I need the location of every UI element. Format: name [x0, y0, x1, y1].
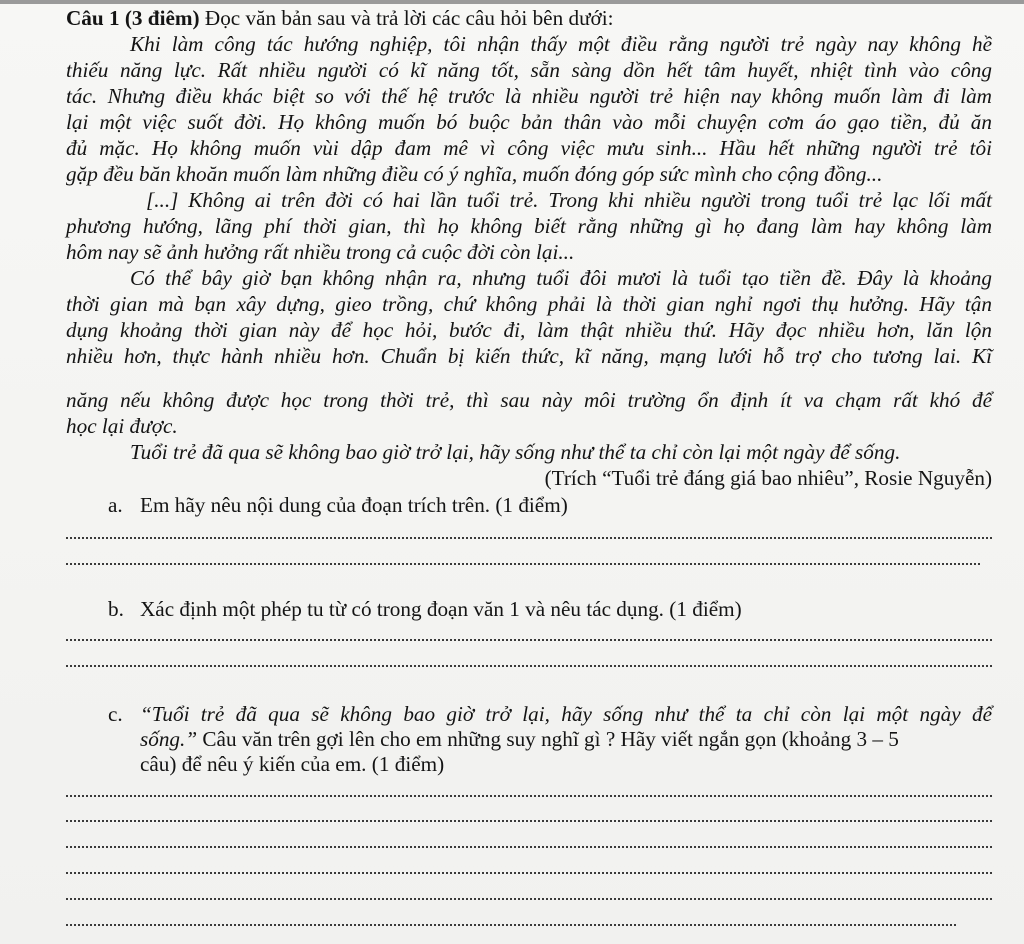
- passage-line: gặp đều băn khoăn muốn làm những điều có ý nghĩa, muốn đóng góp sức mình cho cộng đồng...: [66, 162, 883, 186]
- answer-line[interactable]: [66, 665, 992, 667]
- answer-line[interactable]: [66, 820, 992, 822]
- part-c-quote: “Tuổi trẻ đã qua sẽ không bao giờ trở lại, hãy sống như thể ta chỉ còn lại một ngày để: [140, 702, 992, 726]
- passage-line: Khi làm công tác hướng nghiệp, tôi nhận thấy một điều rằng người trẻ ngày nay không hề: [130, 32, 992, 56]
- passage-line: thời gian mà bạn xây dựng, gieo trồng, chứ không phải là thời gian nghỉ ngơi thụ hưởng. Hãy tận: [66, 292, 992, 316]
- passage-line: Có thể bây giờ bạn không nhận ra, nhưng tuổi đôi mươi là tuổi tạo tiền đề. Đây là khoảng: [130, 266, 992, 290]
- top-border: [0, 0, 1024, 4]
- answer-line[interactable]: [66, 872, 992, 874]
- passage-line: hôm nay sẽ ảnh hưởng rất nhiều trong cả cuộc đời còn lại...: [66, 240, 575, 264]
- part-c-label: c.: [108, 702, 123, 726]
- answer-line[interactable]: [66, 795, 992, 797]
- passage-line: phương hướng, lãng phí thời gian, thì họ không biết rằng những gì họ đang làm hay không làm: [66, 214, 992, 238]
- part-c-quote-end: sống.”: [140, 727, 198, 751]
- passage-line: học lại được.: [66, 414, 178, 438]
- part-a-prompt: Em hãy nêu nội dung của đoạn trích trên. (1 điểm): [140, 493, 568, 517]
- passage-line: dụng khoảng thời gian này để học hỏi, bước đi, làm thật nhiều thứ. Hãy đọc nhiều hơn, lăn lộn: [66, 318, 992, 342]
- part-c-line2: câu) để nêu ý kiến của em. (1 điểm): [140, 752, 445, 776]
- part-c-line1: [140, 727, 899, 751]
- passage-line: đủ mặc. Họ không muốn vùi dập đam mê vì công việc mưu sinh... Hầu hết những người trẻ tôi: [66, 136, 992, 160]
- answer-line[interactable]: [66, 639, 992, 641]
- part-b-prompt: Xác định một phép tu từ có trong đoạn văn 1 và nêu tác dụng. (1 điểm): [140, 597, 742, 621]
- question-instruction: Đọc văn bản sau và trả lời các câu hỏi bên dưới:: [199, 6, 614, 30]
- part-c-prompt: Câu văn trên gợi lên cho em những suy nghĩ gì ? Hãy viết ngắn gọn (khoảng 3 – 5: [197, 727, 899, 751]
- question-heading: [66, 6, 614, 30]
- answer-line[interactable]: [66, 898, 992, 900]
- passage-source: (Trích “Tuổi trẻ đáng giá bao nhiêu”, Rosie Nguyễn): [544, 466, 992, 490]
- answer-line[interactable]: [66, 537, 992, 539]
- question-number: Câu 1 (3 điêm): [66, 6, 200, 30]
- passage-line: thiếu năng lực. Rất nhiều người có kĩ năng tốt, sẵn sàng dồn hết tâm huyết, nhiệt tình vào công: [66, 58, 992, 82]
- part-b-label: b.: [108, 597, 124, 621]
- answer-line[interactable]: [66, 924, 956, 926]
- passage-line: lại một việc suốt đời. Họ không muốn bó buộc bản thân vào mỗi chuyện cơm áo gạo tiền, đủ ăn: [66, 110, 992, 134]
- passage-line: [...] Không ai trên đời có hai lần tuổi trẻ. Trong khi nhiều người trong tuổi trẻ lạc lối mất: [146, 188, 992, 212]
- passage-line: Tuổi trẻ đã qua sẽ không bao giờ trở lại, hãy sống như thể ta chỉ còn lại một ngày để sống.: [130, 440, 901, 464]
- part-a-label: a.: [108, 493, 123, 517]
- answer-line[interactable]: [66, 563, 980, 565]
- passage-line: tác. Nhưng điều khác biệt so với thế hệ trước là nhiều người trẻ hiện nay không muốn làm đi làm: [66, 84, 992, 108]
- passage-line: năng nếu không được học trong thời trẻ, thì sau này môi trường ổn định ít va chạm rất khó để: [66, 388, 992, 412]
- answer-line[interactable]: [66, 846, 992, 848]
- passage-line: nhiều hơn, thực hành nhiều hơn. Chuẩn bị kiến thức, kĩ năng, mạng lưới hỗ trợ cho tương lai. Kĩ: [66, 344, 992, 368]
